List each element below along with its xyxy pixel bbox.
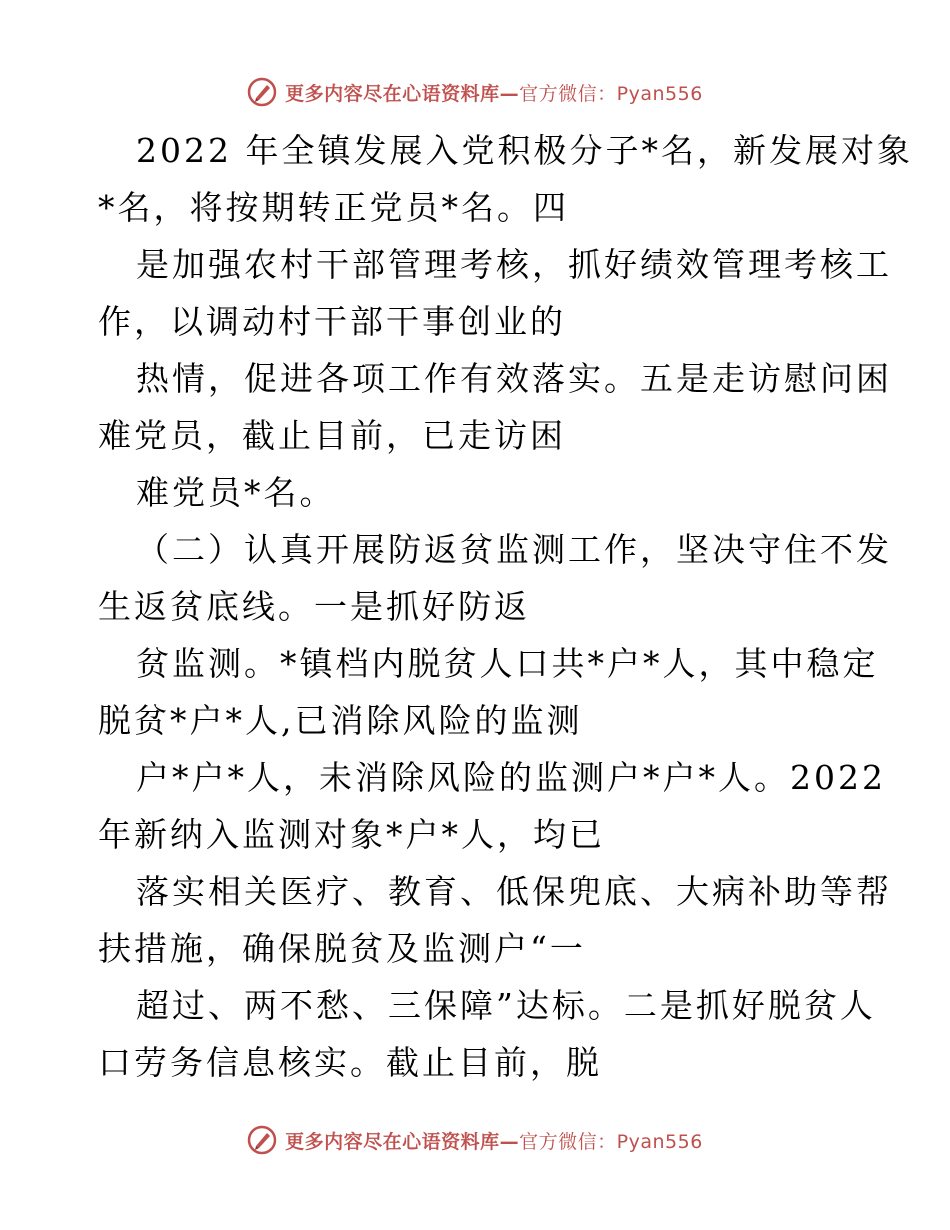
header-wechat-text: 官方微信：Pyan556 <box>519 82 703 105</box>
footer-brand-text: 更多内容尽在心语资料库 <box>285 1130 500 1153</box>
text-line: 2022 年全镇发展入党积极分子*名，新发展对象 <box>136 131 913 170</box>
text-line: 年新纳入监测对象*户*人，均已 <box>98 815 605 854</box>
text-line: 超过、两不愁、三保障”达标。二是抓好脱贫人 <box>136 986 876 1025</box>
text-line: 脱贫*户*人,已消除风险的监测 <box>98 701 583 740</box>
header-separator: — <box>499 82 520 105</box>
footer-banner-text <box>285 1127 703 1154</box>
text-line: 贫监测。*镇档内脱贫人口共*户*人，其中稳定 <box>136 644 879 683</box>
text-line: 口劳务信息核实。截止目前，脱 <box>98 1043 602 1082</box>
footer-banner <box>0 1120 950 1160</box>
text-line: *名，将按期转正党员*名。四 <box>98 188 569 227</box>
text-line: （二）认真开展防返贫监测工作，坚决守住不发 <box>136 530 892 569</box>
text-line: 难党员*名。 <box>136 473 336 512</box>
document-body <box>98 122 913 1091</box>
header-banner <box>0 72 950 112</box>
text-line: 作，以调动村干部干事创业的 <box>98 302 566 341</box>
header-brand-text: 更多内容尽在心语资料库 <box>285 82 500 105</box>
text-line: 落实相关医疗、教育、低保兜底、大病补助等帮 <box>136 872 892 911</box>
text-line: 扶措施，确保脱贫及监测户“一 <box>98 929 586 968</box>
text-line: 是加强农村干部管理考核，抓好绩效管理考核工 <box>136 245 892 284</box>
text-line: 生返贫底线。一是抓好防返 <box>98 587 530 626</box>
text-line: 难党员，截止目前，已走访困 <box>98 416 566 455</box>
footer-wechat-text: 官方微信：Pyan556 <box>519 1130 703 1153</box>
footer-separator: — <box>499 1130 520 1153</box>
text-line: 热情，促进各项工作有效落实。五是走访慰问困 <box>136 359 892 398</box>
pen-logo-icon <box>247 1125 277 1155</box>
text-line: 户*户*人，未消除风险的监测户*户*人。2022 <box>136 758 886 797</box>
pen-logo-icon <box>247 77 277 107</box>
header-banner-text <box>285 79 703 106</box>
